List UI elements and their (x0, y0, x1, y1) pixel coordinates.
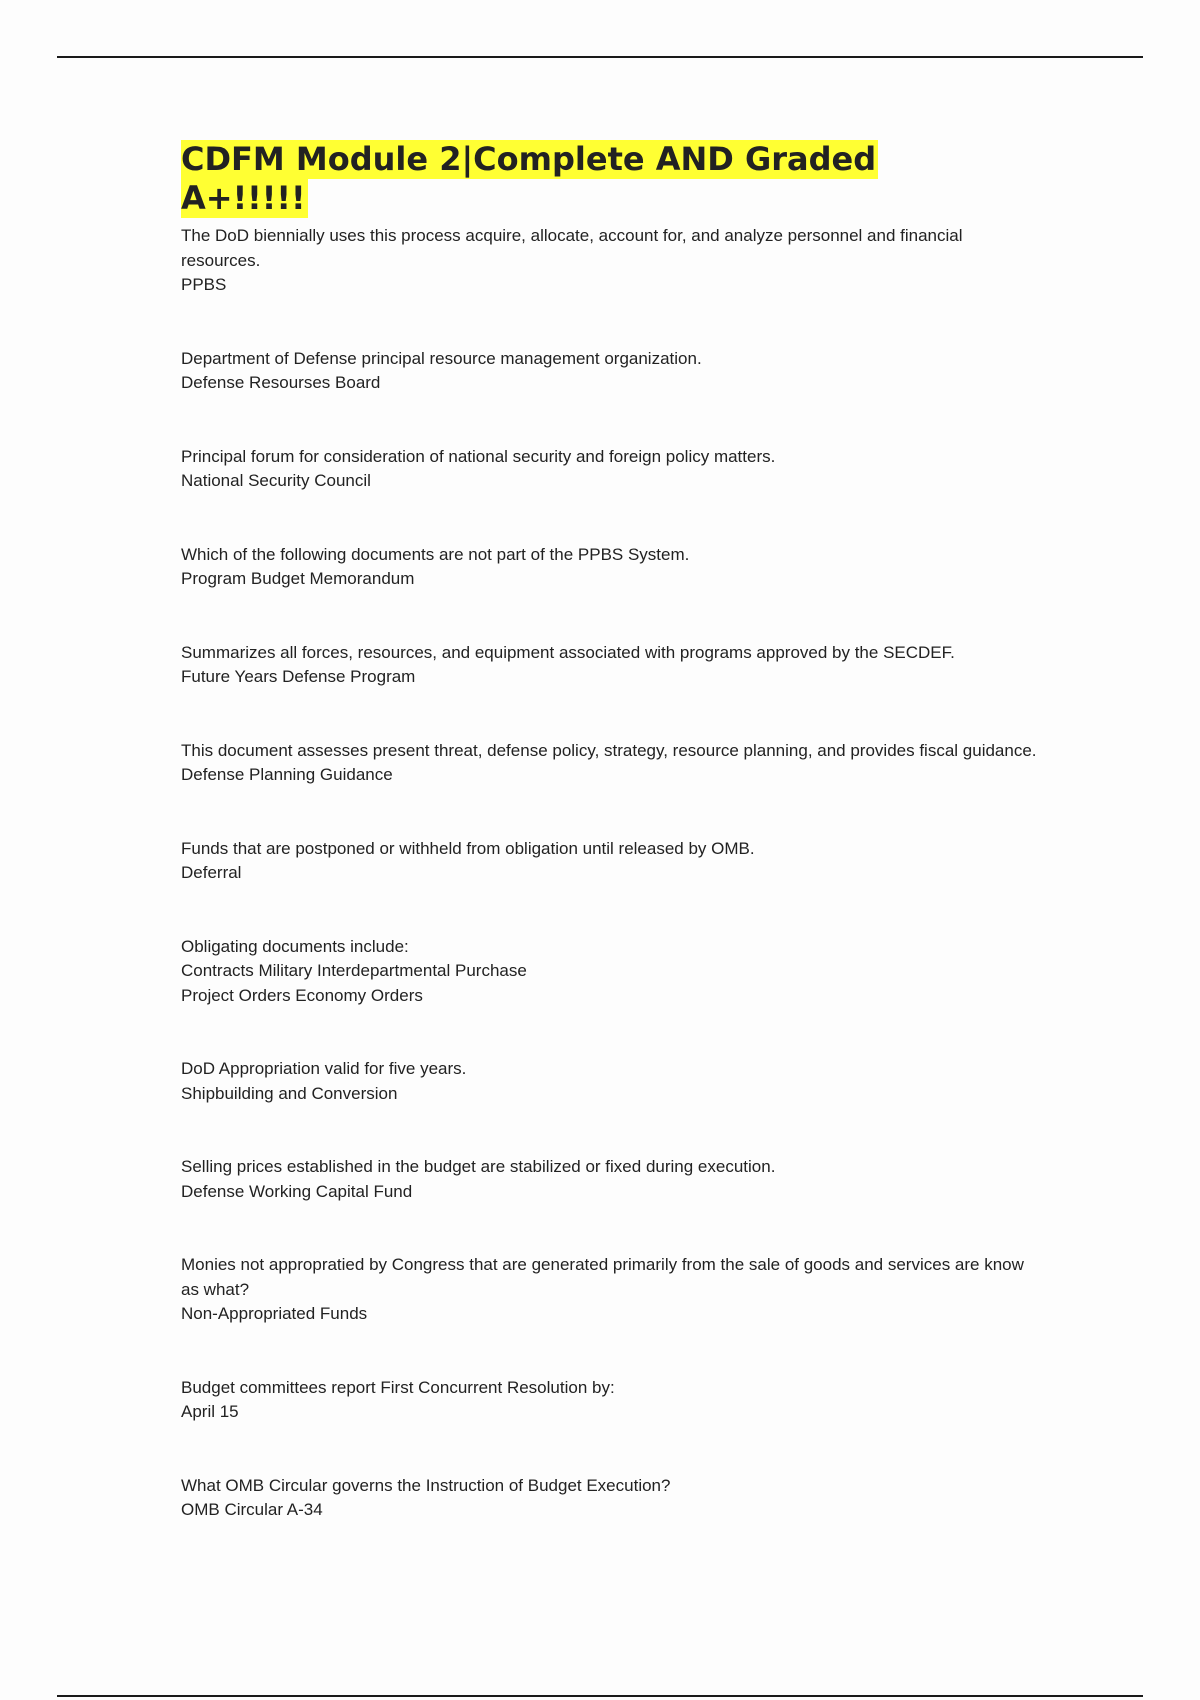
qa-item (181, 837, 1041, 886)
qa-item (181, 543, 1041, 592)
question-text: Monies not appropratied by Congress that are generated primarily from the sale of goods and services are know as what? (181, 1255, 1024, 1299)
qa-item (181, 224, 1041, 298)
document-title (181, 140, 901, 218)
answer-text: April 15 (181, 1402, 239, 1421)
answer-text: PPBS (181, 275, 227, 294)
question-text: Obligating documents include: (181, 936, 409, 956)
answer-text: Program Budget Memorandum (181, 569, 415, 588)
qa-item (181, 445, 1041, 494)
answer-text: OMB Circular A-34 (181, 1500, 323, 1519)
question-text: Summarizes all forces, resources, and equipment associated with programs approved by the SECDEF. (181, 642, 955, 662)
answer-text: Deferral (181, 863, 242, 882)
qa-item (181, 1155, 1041, 1204)
question-text: Budget committees report First Concurrent Resolution by: (181, 1377, 615, 1397)
answer-text: Defense Planning Guidance (181, 765, 393, 784)
answer-text: Non-Appropriated Funds (181, 1304, 368, 1323)
qa-item (181, 1376, 1041, 1425)
question-text: Selling prices established in the budget are stabilized or fixed during execution. (181, 1157, 776, 1176)
question-text: The DoD biennially uses this process acquire, allocate, account for, and analyze personnel and financial resources. (181, 226, 963, 270)
question-text: Principal forum for consideration of national security and foreign policy matters. (181, 446, 776, 466)
qa-item (181, 1474, 1041, 1523)
bottom-rule (57, 1695, 1143, 1697)
answer-text: Defense Resourses Board (181, 373, 381, 392)
question-text: Department of Defense principal resource management organization. (181, 348, 702, 368)
question-text: This document assesses present threat, defense policy, strategy, resource planning, and provides fiscal guidance. (181, 740, 1037, 760)
qa-item (181, 1253, 1041, 1327)
document-body (181, 140, 1041, 1523)
answer-text: Contracts Military Interdepartmental Purchase (181, 961, 527, 980)
answer-text: Project Orders Economy Orders (181, 985, 423, 1005)
answer-text: Future Years Defense Program (181, 667, 416, 686)
question-text: What OMB Circular governs the Instruction of Budget Execution? (181, 1475, 671, 1495)
qa-item (181, 641, 1041, 690)
qa-item (181, 935, 1041, 1009)
title-highlight: CDFM Module 2|Complete AND Graded A+!!!!! (181, 140, 877, 217)
question-text: Which of the following documents are not part of the PPBS System. (181, 544, 690, 564)
answer-text: National Security Council (181, 471, 371, 490)
question-text: DoD Appropriation valid for five years. (181, 1059, 467, 1078)
qa-item (181, 739, 1041, 788)
qa-item (181, 1057, 1041, 1106)
qa-item (181, 347, 1041, 396)
question-text: Funds that are postponed or withheld from obligation until released by OMB. (181, 838, 755, 858)
answer-text: Defense Working Capital Fund (181, 1181, 413, 1201)
answer-text: Shipbuilding and Conversion (181, 1083, 398, 1103)
top-rule (57, 56, 1143, 58)
